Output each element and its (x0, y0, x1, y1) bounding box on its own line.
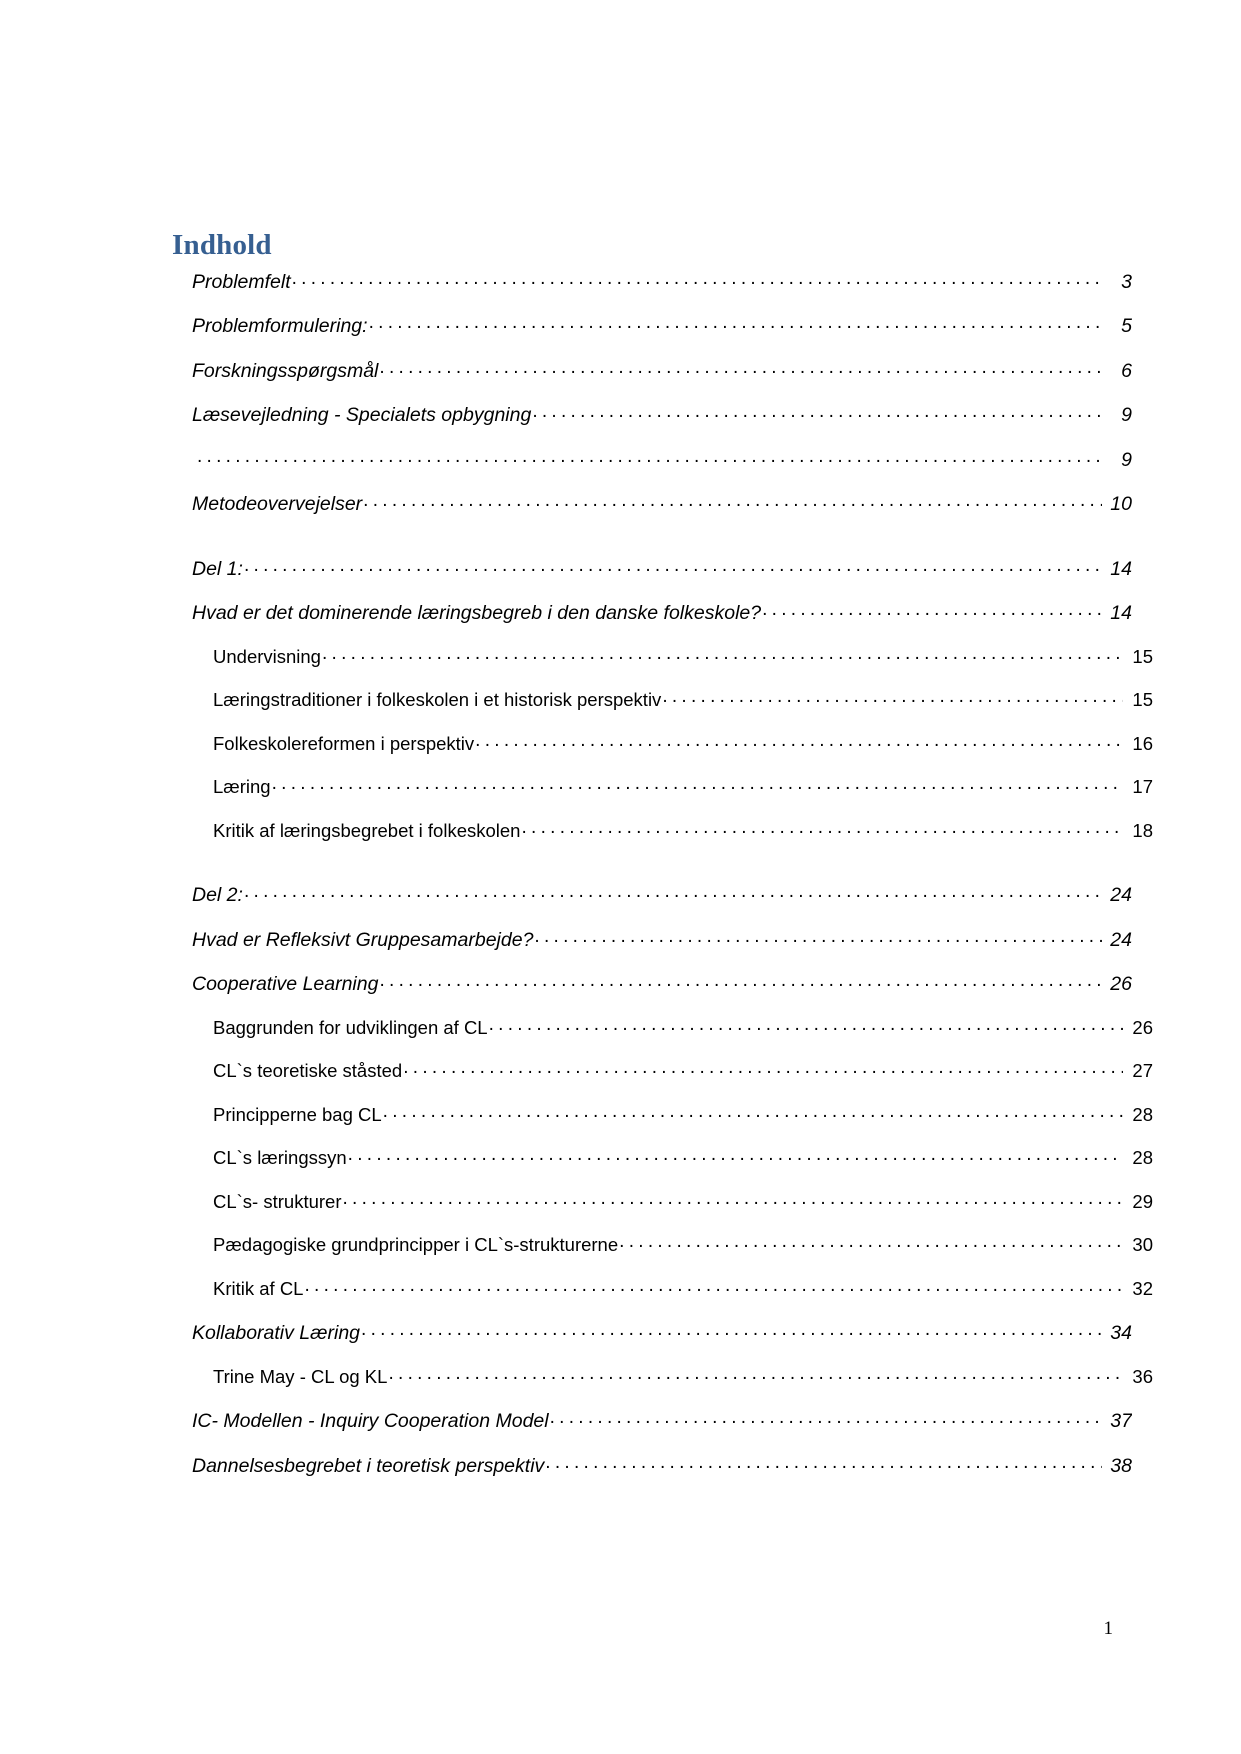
toc-entry-page-number: 26 (1110, 973, 1132, 995)
toc-dot-leader (322, 644, 1123, 663)
toc-entry[interactable] (172, 1276, 1153, 1300)
toc-entry-page-number: 15 (1132, 689, 1153, 710)
toc-entry[interactable] (172, 818, 1153, 842)
toc-entry-page-number: 15 (1132, 645, 1153, 667)
table-of-contents (172, 228, 1153, 1497)
toc-entry-title: CL`s- strukturer (213, 1190, 342, 1212)
toc-entry[interactable] (172, 1233, 1153, 1257)
toc-entry[interactable] (172, 268, 1132, 293)
toc-entry-title: Kollaborativ Læring (192, 1322, 361, 1344)
toc-entry[interactable] (172, 1189, 1153, 1213)
toc-entry[interactable] (172, 357, 1132, 382)
toc-entry[interactable] (172, 1320, 1132, 1345)
toc-dot-leader (619, 1233, 1123, 1252)
toc-entry-title: Hvad er Refleksivt Gruppesamarbejde? (192, 928, 534, 951)
toc-entry-title: Kritik af læringsbegrebet i folkeskolen (213, 819, 521, 841)
toc-entry-page-number: 3 (1121, 270, 1132, 293)
toc-dot-leader (383, 1102, 1123, 1121)
toc-entry[interactable] (172, 555, 1132, 580)
toc-dot-leader (662, 688, 1123, 707)
toc-entry[interactable] (172, 1015, 1153, 1039)
toc-dot-leader (363, 491, 1102, 511)
toc-entry[interactable] (172, 1146, 1153, 1170)
toc-entry-title: Del 2: (192, 884, 243, 906)
toc-entry-page-number: 37 (1110, 1410, 1132, 1432)
toc-entry-page-number: 18 (1132, 819, 1153, 841)
toc-dot-leader (369, 313, 1102, 333)
toc-dot-leader (534, 926, 1102, 946)
toc-entry-title: Principperne bag CL (213, 1103, 382, 1125)
toc-entry-title: Trine May - CL og KL (213, 1365, 388, 1387)
toc-entry[interactable] (172, 600, 1132, 625)
toc-entry-title: Kritik af CL (213, 1277, 304, 1299)
toc-entry-page-number: 24 (1110, 884, 1132, 906)
toc-dot-leader (521, 818, 1123, 837)
toc-entry-page-number: 14 (1110, 602, 1132, 624)
toc-entry-title: Læringstraditioner i folkeskolen i et historisk perspektiv (213, 689, 662, 710)
toc-dot-leader (304, 1276, 1123, 1295)
toc-entry-page-number: 6 (1121, 359, 1132, 382)
toc-entry-title: Dannelsesbegrebet i teoretisk perspektiv (192, 1454, 545, 1477)
toc-entry[interactable] (172, 1102, 1153, 1126)
toc-dot-leader (489, 1015, 1123, 1034)
toc-entry-title: Pædagogiske grundprincipper i CL`s-strukturerne (213, 1234, 619, 1255)
toc-entry-title: Undervisning (213, 645, 321, 667)
toc-entry[interactable] (172, 775, 1153, 799)
toc-entry-title: Hvad er det dominerende læringsbegreb i den danske folkeskole? (192, 602, 762, 624)
toc-dot-leader (550, 1408, 1102, 1428)
footer-page-number: 1 (1103, 1618, 1113, 1639)
toc-entry[interactable] (172, 313, 1132, 338)
toc-entry-title: IC- Modellen - Inquiry Cooperation Model (192, 1410, 549, 1432)
toc-entry-page-number: 24 (1110, 928, 1132, 951)
toc-dot-leader (545, 1452, 1102, 1472)
toc-dot-leader (532, 402, 1102, 422)
toc-entry-page-number: 10 (1110, 493, 1132, 515)
toc-entry-page-number: 34 (1110, 1322, 1132, 1344)
toc-entry[interactable] (172, 1408, 1132, 1433)
toc-entry-title: Læsevejledning - Specialets opbygning (192, 404, 532, 426)
page-title: Indhold (172, 229, 272, 261)
toc-entry[interactable] (172, 1452, 1132, 1477)
toc-entry-page-number: 16 (1132, 732, 1153, 754)
toc-dot-leader (348, 1146, 1123, 1165)
toc-entry[interactable] (172, 491, 1132, 516)
toc-entry[interactable] (172, 1364, 1153, 1388)
toc-entry-page-number: 17 (1132, 776, 1153, 797)
toc-dot-leader (379, 971, 1102, 991)
toc-entry-page-number: 38 (1110, 1454, 1132, 1477)
toc-dot-leader (343, 1189, 1124, 1208)
toc-entry-title: CL`s læringssyn (213, 1147, 347, 1168)
toc-entry[interactable] (172, 731, 1153, 755)
toc-entry-page-number: 28 (1132, 1103, 1153, 1125)
toc-entry[interactable] (172, 1059, 1153, 1083)
toc-entry-title: Del 1: (192, 557, 243, 580)
toc-dot-leader (388, 1364, 1123, 1383)
toc-entry-page-number: 9 (1121, 448, 1132, 471)
toc-entry-title: Forskningsspørgsmål (192, 359, 379, 382)
toc-entry-title: CL`s teoretiske ståsted (213, 1060, 403, 1081)
toc-entry-title: Cooperative Learning (192, 973, 379, 995)
toc-entry[interactable] (172, 688, 1153, 712)
toc-entry-title: Metodeovervejelser (192, 493, 363, 515)
toc-entry-page-number: 5 (1121, 315, 1132, 337)
toc-entry-title: Baggrunden for udviklingen af CL (213, 1016, 488, 1038)
toc-dot-leader (197, 446, 1102, 466)
toc-entry-page-number: 36 (1132, 1365, 1153, 1387)
toc-dot-leader (272, 775, 1123, 794)
toc-entry-title: Problemfelt (192, 270, 291, 293)
toc-dot-leader (762, 600, 1102, 620)
toc-entry[interactable] (172, 402, 1132, 427)
toc-dot-leader (292, 268, 1102, 288)
toc-dot-leader (403, 1059, 1123, 1078)
toc-entry-title: Problemformulering: (192, 315, 368, 337)
toc-entry-page-number: 32 (1132, 1277, 1153, 1299)
toc-entry[interactable] (172, 926, 1132, 951)
toc-entry-page-number: 29 (1132, 1190, 1153, 1212)
toc-dot-leader (379, 357, 1102, 377)
toc-entry-list (172, 268, 1153, 1477)
toc-entry[interactable] (172, 882, 1132, 907)
toc-entry-page-number: 26 (1132, 1016, 1153, 1038)
toc-entry-title: Folkeskolereformen i perspektiv (213, 732, 475, 754)
toc-entry[interactable] (172, 446, 1132, 471)
toc-dot-leader (244, 882, 1102, 902)
toc-entry-page-number: 27 (1132, 1060, 1153, 1081)
toc-entry[interactable] (172, 644, 1153, 668)
toc-entry-page-number: 28 (1132, 1147, 1153, 1168)
toc-entry-page-number: 30 (1132, 1234, 1153, 1255)
toc-entry-page-number: 9 (1121, 404, 1132, 426)
toc-dot-leader (244, 555, 1102, 575)
toc-entry-title: Læring (213, 776, 271, 797)
toc-dot-leader (475, 731, 1123, 750)
toc-entry-page-number: 14 (1110, 557, 1132, 580)
toc-dot-leader (361, 1320, 1102, 1340)
toc-entry[interactable] (172, 971, 1132, 996)
